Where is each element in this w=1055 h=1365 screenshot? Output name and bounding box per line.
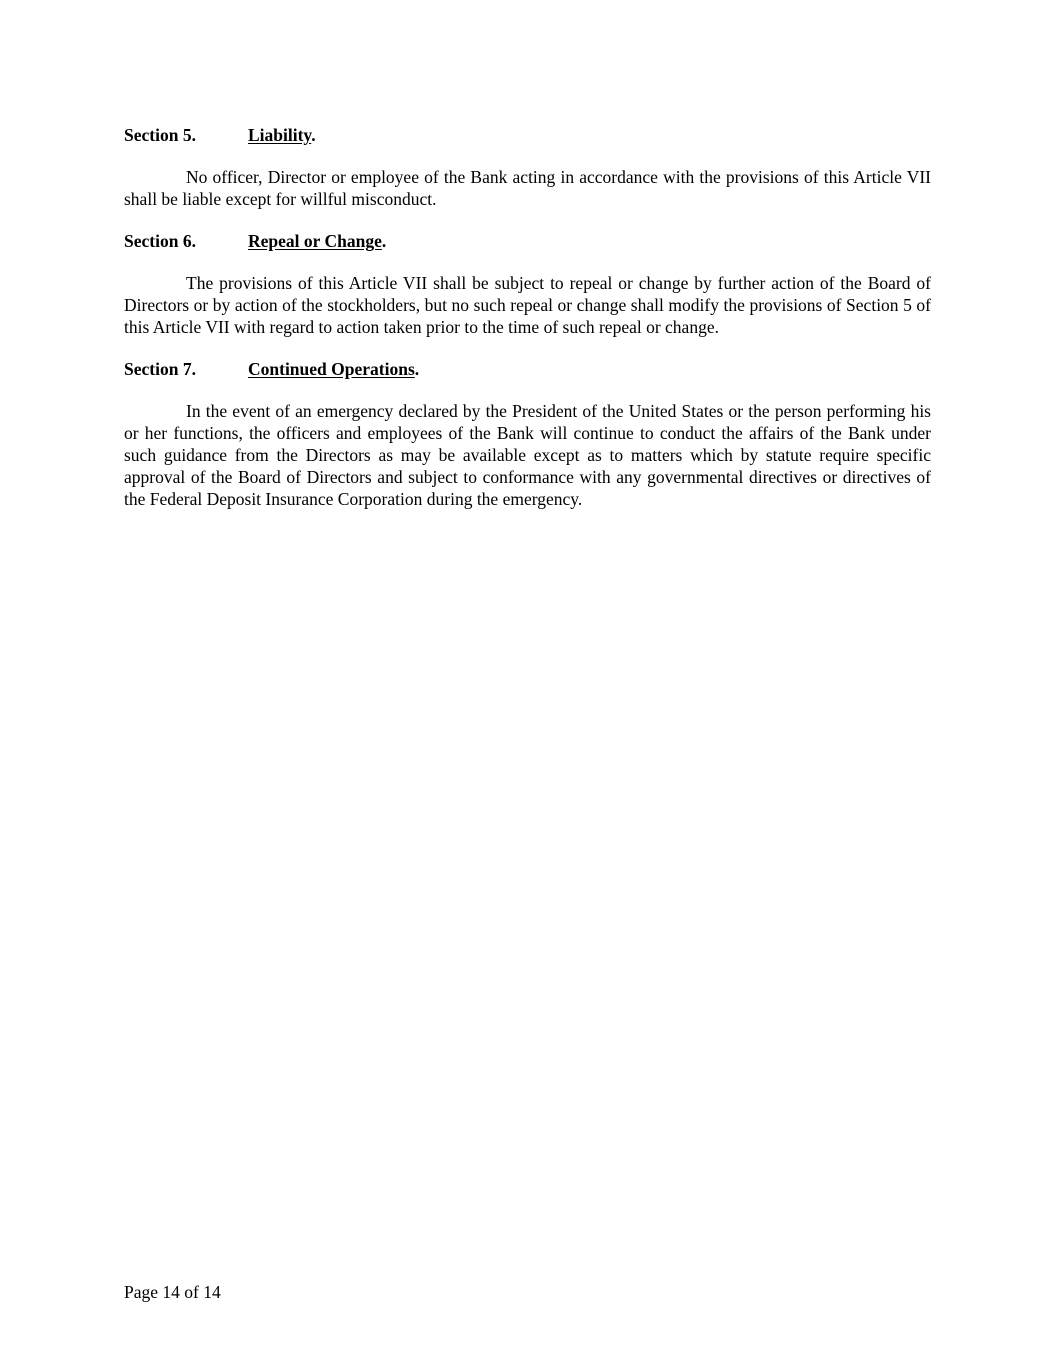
section-title: Liability xyxy=(248,125,312,145)
section-title: Repeal or Change xyxy=(248,231,382,251)
section-number: Section 6. xyxy=(124,231,196,251)
section-heading xyxy=(124,124,931,146)
section-6 xyxy=(124,230,931,338)
document-content xyxy=(124,124,931,530)
section-7 xyxy=(124,358,931,510)
section-number: Section 7. xyxy=(124,359,196,379)
section-title-punctuation: . xyxy=(381,231,387,251)
section-body: No officer, Director or employee of the Bank acting in accordance with the provisions of this Article VII shall be liable except for willful misconduct. xyxy=(124,167,931,209)
section-5 xyxy=(124,124,931,210)
section-body: In the event of an emergency declared by the President of the United States or the person performing his or her functions, the officers and employees of the Bank will continue to conduct the affairs of the Bank under such guidance from the Directors as may be available except as to matters which by statute require specific approval of the Board of Directors and subject to conformance with any governmental directives or directives of the Federal Deposit Insurance Corporation during the emergency. xyxy=(124,401,931,509)
section-heading xyxy=(124,230,931,252)
section-title-punctuation: . xyxy=(414,359,420,379)
section-title-punctuation: . xyxy=(311,125,316,145)
section-number: Section 5. xyxy=(124,125,196,145)
section-title: Continued Operations xyxy=(248,359,415,379)
page-number-footer: Page 14 of 14 xyxy=(124,1282,221,1302)
section-body: The provisions of this Article VII shall be subject to repeal or change by further action of the Board of Directors or by action of the stockholders, but no such repeal or change shall modify the provisions of Section 5 of this Article VII with regard to action taken prior to the time of such repeal or change. xyxy=(124,273,931,337)
section-heading xyxy=(124,358,931,380)
